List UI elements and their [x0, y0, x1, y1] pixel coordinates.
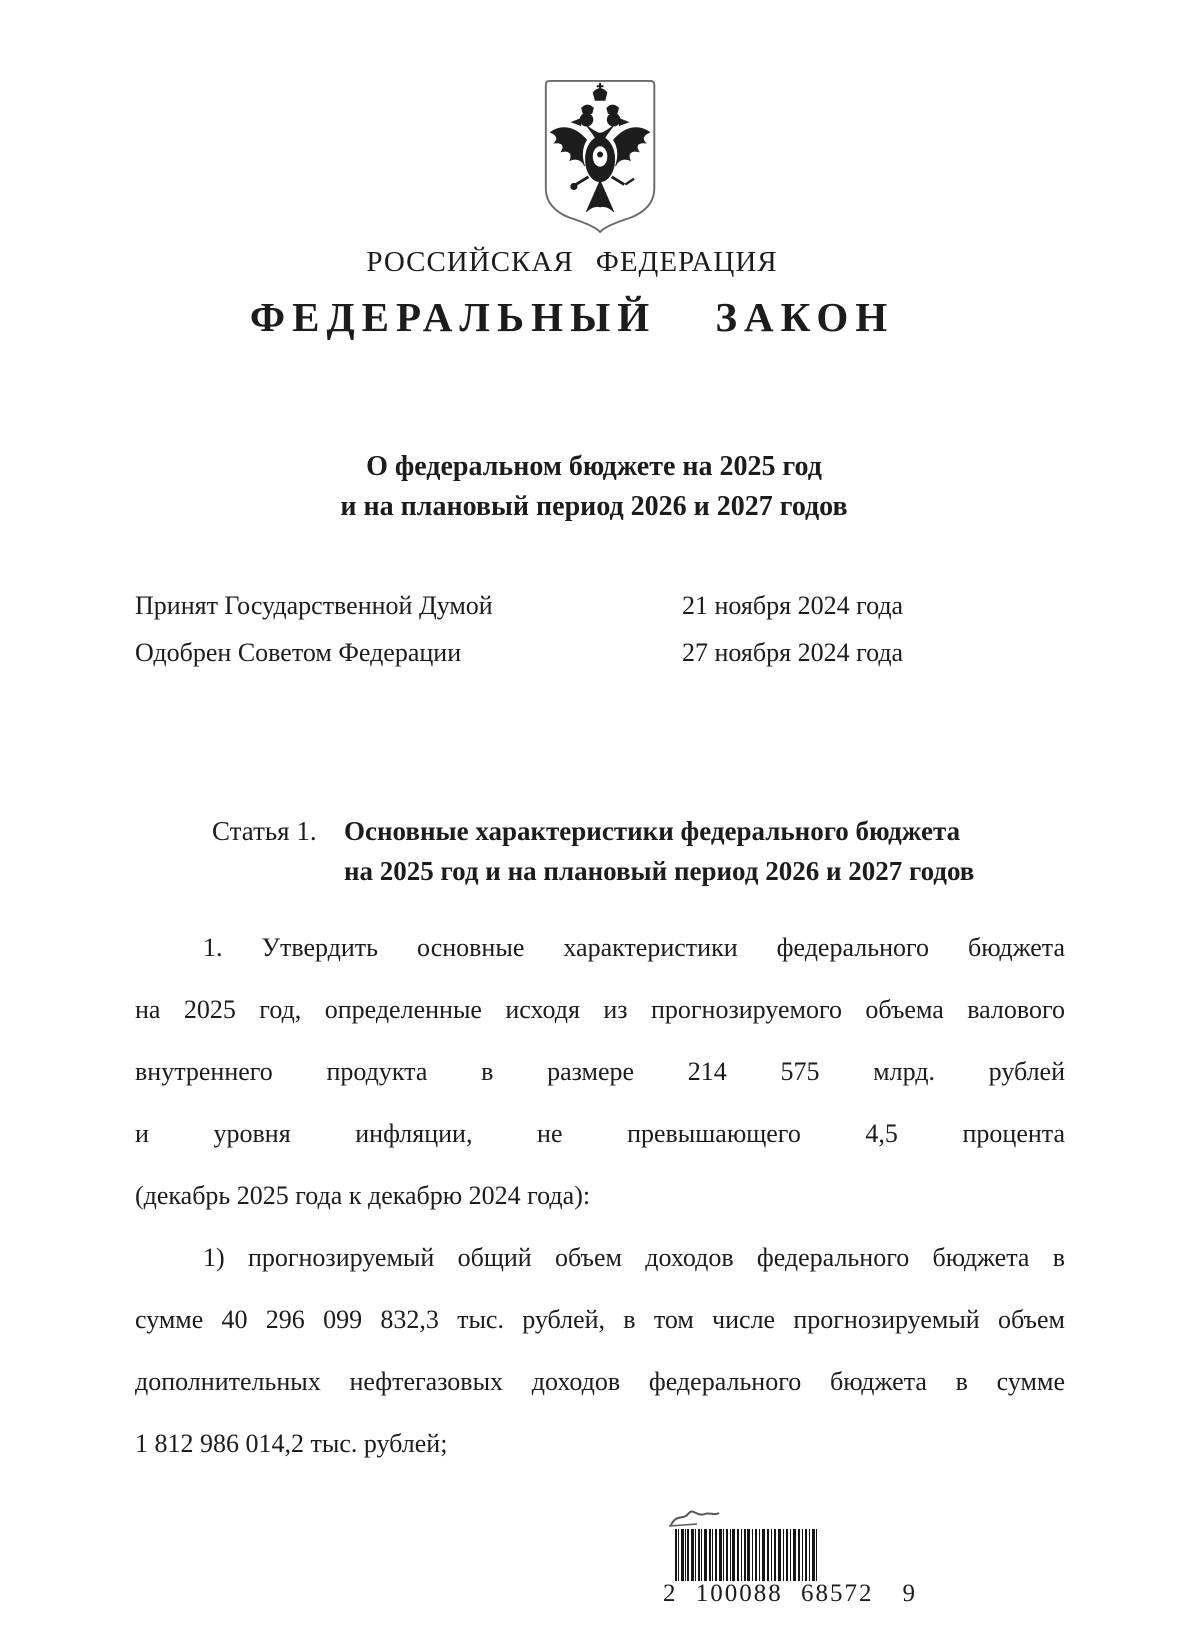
adoption-section	[135, 591, 1065, 668]
barcode-section	[663, 1505, 917, 1607]
barcode-icon	[675, 1529, 817, 1581]
body-line: сумме 40 296 099 832,3 тыс. рублей, в том числе прогнозируемый объем	[135, 1305, 1065, 1334]
body-line: и уровня инфляции, не превышающего 4,5 процента	[135, 1119, 1065, 1148]
law-title-line-2: и на плановый период 2026 и 2027 годов	[340, 491, 848, 522]
body-line: внутреннего продукта в размере 214 575 млрд. рублей	[135, 1057, 1065, 1086]
article-1-heading	[212, 811, 1065, 891]
adoption-date-duma: 21 ноября 2024 года	[682, 591, 904, 620]
body-line: на 2025 год, определенные исходя из прогнозируемого объема валового	[135, 995, 1065, 1024]
law-type-title: ФЕДЕРАЛЬНЫЙ ЗАКОН	[249, 294, 895, 340]
stamp-mark-icon	[667, 1505, 727, 1529]
coat-of-arms	[0, 78, 1200, 233]
russian-double-headed-eagle-icon	[540, 78, 660, 233]
law-title	[0, 447, 1194, 527]
article-heading-text	[344, 811, 974, 891]
adoption-label-duma: Принят Государственной Думой	[135, 591, 493, 620]
article-label: Статья 1.	[212, 816, 317, 846]
barcode-number: 2 100088 68572 9	[663, 1580, 917, 1607]
adoption-row-federation-council	[135, 638, 1065, 668]
article-heading-line-2: на 2025 год и на плановый период 2026 и 2027 годов	[344, 856, 975, 886]
article-heading-line-1: Основные характеристики федерального бюджета	[344, 816, 961, 846]
body-line: (декабрь 2025 года к декабрю 2024 года):	[135, 1181, 591, 1210]
body-line: дополнительных нефтегазовых доходов федерального бюджета в сумме	[135, 1367, 1065, 1396]
law-title-line-1: О федеральном бюджете на 2025 год	[366, 451, 822, 482]
adoption-date-federation-council: 27 ноября 2024 года	[682, 638, 904, 667]
adoption-row-duma	[135, 591, 1065, 621]
body-line: 1 812 986 014,2 тыс. рублей;	[135, 1429, 448, 1458]
article-1-body	[135, 917, 1065, 1475]
body-line: 1. Утвердить основные характеристики федерального бюджета	[203, 933, 1065, 962]
body-line: 1) прогнозируемый общий объем доходов федерального бюджета в	[203, 1243, 1065, 1272]
country-name: РОССИЙСКАЯ ФЕДЕРАЦИЯ	[366, 246, 778, 278]
adoption-label-federation-council: Одобрен Советом Федерации	[135, 638, 462, 667]
